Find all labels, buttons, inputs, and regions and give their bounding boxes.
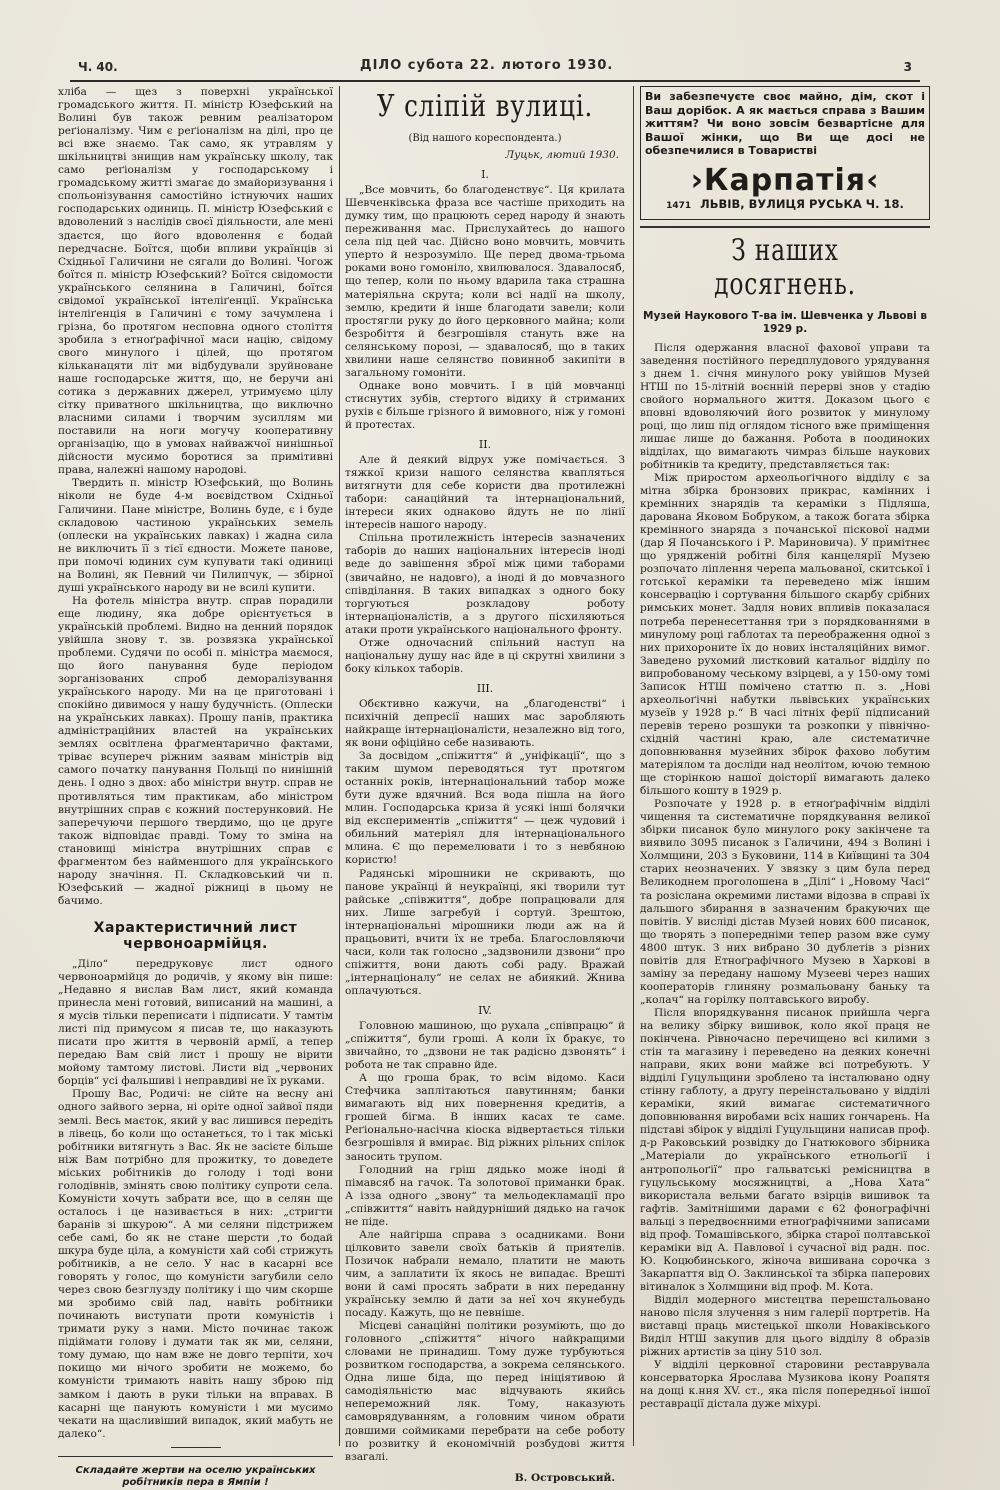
article-paragraph: хліба — щез з поверхні української громадського життя. П. міністр Юзефський на Волині був також ревним реалізатором реґіоналізму. Чим є реґіоналізм на ділі, про це всі вже знаємо. Так само, як утравлям у шкільництві знищив нам українську школу, так само реґіоналізм у господарському і громадському житті змагає до змайоризування і спольонізування самостійно істнуючих наших господарських одиниць. П. міністр Юзефський є вдоволений з наслідів своєї діяльности, але мені здаєтся, що його вдоволення є бодай передчасне. Боїтся, щоби впливи українців зі Східньої Галичини не сягали до Волині. Чогож боїтся п. міністр Юзефський? Боїтся свідомости українського селянина в Галичині, боїтся свідомої української інтеліґенції. Українська інтеліґенція в Галичині є тому зачумлена і грізна, бо протягом несповна одного століття зробила з етноґрафічної маси націю, свідому свого минулого і цілей, що протягом кільканацяти літ ми відбудували зруйноване наше господарське життя, що, не беручи ані сотика з державних джерел, утримуємо цілу сітку приватного шкільництва, що виключно власними силами і творчим зусиллям ми поставили на ноги могучу кооперативну організацію, що в умовах найважчої нинішньої дійсности мусимо боротися за примітивні права, належні нашому народові. xyxy=(58,86,333,477)
article-paragraph: А що гроша брак, то всім відомо. Каси Стефчика заплітаються павутинням; банки вимагають від них повернення кредитів, а грошей бігма. В інших касах те саме. Реґіонально-насічна кіоска відвертається тільки безгрошівля й вмирає. Від ріжних рільних спілок заносить трупом. xyxy=(345,1072,625,1163)
divider xyxy=(171,1447,221,1448)
article-paragraph: Прошу Вас, Родичі: не сійте на весну ані одного зайвого зерна, ні орітe одної зайвої пяди землі. Весь маєток, який у вас лишився передіть в лівець, бо коли що останеться, то і так міські робітники витягнуть з Вас. Як не засієте більше ніж Вам потрібно для прожитку, то доведете міських робітників до голоду і тоді вони голодівнів, змінять свою політику супроти села. Комуністи хочуть забрати все, що в селян ще осталось і це називається в них: „стригти баранів зі шкурою“. А ми селяни підстрижем себе самі, бо як не стане шерсти ,то бодай шкура буде ціла, а комуністи хай собі стрижуть робітників, а не село. У нас в касарні все говорять у голос, що комуністи загубили село через свою безглузду політику і що чим скорше ми зробимо свій лад, навіть робітники починають виступати проти комуністів і тримати руку з нами. Місто починає також підіймати голову і думати так як ми, селяни, тому думаю, що нам вже не довго терпіти, хоч покищо ми нічого зробити не можемо, бо комуністи тримають навіть нашу зброю під замком і дають в руки тільки на вправах. В касарні ще панують комуністи і ми мусимо чекати на щасливіший випадок, який мабуть не далеко“. xyxy=(58,1088,333,1440)
article-paragraph: Радянські мірошники не скривають, що панове українці й неукраїнці, які творили тут райське „співжиття“, добре попрацювали для них. Лише загребуй і сортуй. Зрештою, інтернаціональні мірошники люди аж на й працьовиті, вчити їх не треба. Благословляючи часи, коли так голосно „задзвонили дзвони“ про спіжиття, вони дають собі раду. Вражай „інтернаціоналу“ не селах не абиякий. Жнива оплачуються. xyxy=(345,867,625,997)
masthead-date: ДІЛО субота 22. лютого 1930. xyxy=(360,58,614,73)
article-paragraph: Відділ модерного мистецтва перешстальовано наново після злучення з ним галерії портретів. На виставці праць мистецької школи Новаківського Виділ НТШ закупив для цього відділу 8 образів ріжних артистів за ціну 510 зол. xyxy=(640,1293,930,1359)
divider xyxy=(58,1456,333,1457)
divider xyxy=(640,226,930,228)
column-2 xyxy=(345,86,625,1484)
article-paragraph: Головною машиною, що рухала „співпрацю“ й „спіжиття“, були гроші. А коли їх бракує, то звичайно, то „дзвони не так радісно дзвонять“ і робота не так справно йде. xyxy=(345,1020,625,1072)
insurance-advertisement xyxy=(640,86,930,220)
article-paragraph: За досвідом „спіжиття“ й „уніфікації“, що з таким шумом переводяться тут протягом останніх років, інтернаціональний табор може бути дуже вдячний. Вся вода пішла на його млин. Господарська криза й усякі інші болячки від експериментів „спіжиття“ — цеж чудовий і обильний матеріял для інтернаціонального млина. Є що перемелювати і то з невбяною користю! xyxy=(345,750,625,867)
article-paragraph: Але найгірша справа з осадниками. Вони цілковито завели своїх батьків й приятелів. Позичок набрали немало, платити не мають чим, а заплатити їх якось не випадає. Врешті вони й самі просять забрати в них переданну українську землю й дати за неї хоч якунебудь посаду. Кажуть, що не певніше. xyxy=(345,1228,625,1320)
article-paragraph: Між приростом археольоґічного відділу є за мітна збірка бронзових прикрас, камінних і кремінних знарядів та кераміки з Підляша, дарована Яковом Бобруком, а також богата збірка кремінного знаряда з почанської піскової надми (дар Я Почанського і Р. Мариновича). У примітнеє що урядженій робітні біля канцелярії Музею розпочато ліплення черепа мальованої, скитської і готської кераміки та переведено між іншим консервацію і сортування більшого скарбу срібних римських монет. Задля нових впливів показалася потреба перенесеттання три з порядкованнями в минулому році габлотах та переображення одної з них прихороните їх до нових інсталяційних вимог. Заведено рухомий листковий катальог відділу по випробованому чеському взірцеві, а у 150-ому томі Записок НТШ помічено статтю п. з. „Нові археольоґічні набутки львівських українських музеїв у 1928 р.“ В часі літніх ферії підписаний перевів терено розшуки та розкопки у північно-східній частині краю, але систематичне доповнювання музейних збірок фахово лобутим матеріялом та досліди над неолітом, ючою темною ще сторінкою нашої доісторії вимагають далеко більшого кошту в 1929 р. xyxy=(640,472,930,798)
article-dateline: Луцьк, лютий 1930. xyxy=(505,149,619,162)
article-paragraph: У відділі церковної старовини реставрувала консерваторка Ярослава Музикова ікону Роапятя на дощі к.ння XV. ст., яка після попередньої іншої реставрації дістала дуже міхурі. xyxy=(640,1359,930,1411)
article-paragraph: Твердить п. міністр Юзефський, що Волинь ніколи не буде 4-м воєвідством Східньої Галичини. Пане міністре, Волинь буде, є і буде складовою частиною українських земель (оплески на українських лавках) і жадна сила не виключить її з тієї єдности. Можете панове, при помочі юдиних сум купувати такі одиниці на Волині, як Певний чи Пилипчук, — збірної душі українського народу ви не всилі купити. xyxy=(58,477,333,594)
article-paragraph: „Все мовчить, бо благоденствує“. Ця крилата Шевченківська фраза все частіше приходить на думку тим, що працюють серед народу й знають переживання мас. Прислухайтесь до нашого села під цей час. Дійсно воно мовчить, мовчить уперто й незрозуміло. Ще перед двома-трьома роками воно гомоніло, хвилювалося. Здавалосяб, що тепер, коли по ньому вдарила така страшна матеріяльна скрута; коли всі надії на школу, землю, кредити й інше благодати завели; коли простягли руку до його церковного майна; коли безробіття й безгрошівля стануть вже на селянському порозі, — здавалосяб, що в таких хвилини наше селянство повиннoб закипіти в загальному гомоніти. xyxy=(345,184,625,379)
article-paragraph: Голодний на гріш дядько може іноді й пімавсяб на гачок. Та золотової приманки брак. А ізза одного „звону“ та мельодекламації про „співжиття“ навіть найдурніший дядько на гачок не піде. xyxy=(345,1163,625,1228)
article-paragraph: Після одержання власної фахової управи та заведення постійного передплудового урядування з днем 1. січня минулого року увійшов Музей НТШ по 15-літній воєнній перерві знов у стадію свойого нормального життя. Доказом цього є вповні вдоволяючий його розвиток у минулому році, що лиш під оглядом тісного вже приміщення лишає лише до бажання. Робота в поодиноких відділах, що вимагають чимраз більше наукових робітників та кредиту, представляється так: xyxy=(640,341,930,471)
article-title: З наших досягнень. xyxy=(714,232,856,302)
article-title: У сліпій вулиці. xyxy=(376,89,594,124)
article-subtitle: Музей Наукового Т-ва ім. Шевченка у Львові в 1929 р. xyxy=(643,309,927,335)
article-paragraph: На фотель міністра внутр. справ порадили еще людину, яка добре орієнтується в українській проблемі. Видно на денний порядок увійшла знову т. зв. розвязка української проблеми. Судячи по особі п. міністра маємося, що його панування буде періодом зорганізованих спроб деморалізування українського народу. Ми на це приготовані і спокійно дивимося у нашу будучність. (Оплески на українських лавках). Прошу панів, практика адміністраційних властей на українських землях освітлена фрагментарично фактами, тріває всупереч ріжним заявам міністрів від самого початку панування Польщі по нинішній день. І одно з двох: або міністри внутр. справ не противляться тим практикам, або міністром внутрішних справ є кожний постерунковий. Не заперечуючи першого твердимо, що це друге також відповідає правді. Тому то зміна на становищі міністра внутрішних справ є фрагментом без найменшого для українського народу значіння. П. Складковський чи п. Юзефський — жадної ріжниці в цьому не бачимо. xyxy=(58,594,333,907)
section-number: IV. xyxy=(478,1004,492,1017)
masthead xyxy=(70,58,920,78)
column-3 xyxy=(640,86,930,1436)
article-paragraph: Однаке воно мовчить. І в цій мовчанці стиснутих зубів, стертого відиху й стриманих рухів є більше грізного й вимовного, ніж у гомоні й протестах. xyxy=(345,379,625,431)
ad-text: Ви забезпечуєте своє майно, дім, скот і Ваш дорібок. А як мається справа з Вашим життям? Чи воно зовсім безвартісне для Вашої жінки, що Ви ще досі не обезпечилися в Товаристві xyxy=(645,90,925,157)
article-signature: В. Островський. xyxy=(514,1471,615,1484)
issue-number: Ч. 40. xyxy=(78,60,118,74)
article-paragraph: Отже одночасний спільний наступ на національну душу нас йде в ці скрутні хвилини з боку кількох таборів. xyxy=(345,636,625,675)
ad-address-text: ЛЬВІВ, ВУЛИЦЯ РУСЬКА Ч. 18. xyxy=(700,196,904,211)
article-paragraph: Після впорядкування писанок прийшла черга на велику збірку вишивок, коло якої праця не покінчена. Рівночасно перечищено всі килими з стін та магазину і переведено на деяких конечні направи, яких вони майже всі потребують. У відділі Гуцульщини зроблено та інсталювано одну стінну габлоту, а другу переінстальовано у відділі кераміки, який вимагає систематичного доповнювання виробами всіх наших гончарень. На підставі збірок у відділі Гуцульщини написав проф. д-р Раковський розвідку до Гнатюкового збірника „Матеріали до українського етнольоґії і антропольоґії“ про гальватські ремісництва в гуцульському мосяжництві, а „Нова Хата“ використала вельми багато взірців вишивок та гафтів. Замітнішими дарами є 62 фонографічні вальці з передвоєнними етноґрафічними записами від проф. Томашівського, збірка старої полтавської кераміки від А. Павлової і сучасної від радн. пос. Ю. Коцюбинського, жіноча вишивана сорочка з Закарпаття від О. Заклинської та збірка паперових вітиналок з Холмщини від проф. М. Кота. xyxy=(640,1006,930,1293)
column-divider xyxy=(339,86,340,1446)
article-heading: Характеристичний лист червоноармійця. xyxy=(93,919,298,952)
section-number: III. xyxy=(476,681,494,695)
ad-brand: ›Карпатія‹ xyxy=(690,162,880,198)
column-1 xyxy=(58,86,333,1488)
column-divider xyxy=(633,86,634,1446)
article-paragraph: Місцеві санаційні політики розуміють, що до головного „спіжиття“ нічого найкращими словами не принадиш. Тому дуже турбуються розвитком господарства, а зокрема селянського. Одна лише біда, що перед ініціятивою й самодіяльністю мас відчувають якийсь непереможний ляк. Тому, наказують самоврядуванням, а головним чином обрати довшими соймиками перебрати на себе роботу по розвитку й економічній розбудові життя взагалі. xyxy=(345,1320,625,1463)
ad-number: 1471 xyxy=(666,200,692,211)
article-paragraph: Розпочате у 1928 р. в етноґрафічнім відділі чищення та систематичне порядкування великої збірки писанок було минулого року закінчене та виявило 3095 писанок з Галичини, 494 з Волині і Холмщини, 203 з Буковини, 114 в Київщині та 304 старих неозначених. У звязку з цим була перед Великоднем проголошена в „Ділі“ і „Новому Часі“ та розіслана окремими листами відозва в справі їх дальшого збирання в зазначеним бракуючих ще повітів. У висліді дістав Музей нових 600 писанок, що творять з попередніми тепер разом вже суму 4800 штук. З них вибрано 30 дублетів з різних повітів для Етноґрафічного Музею в Харкові в заміну за передану нашому Музееві через наших кооператорів глиняну розмальовану баньку та „колач“ на горілку полтавського виробу. xyxy=(640,798,930,1006)
article-paragraph: Спільна протилежність інтересів зазначених таборів до наших національних інтересів іноді веде до завішення зброї між цими таборами (звичайно, не надовго), а іноді й до мовчазного співділання. В таких випадках з одного боку торгуються розкладову роботу інтернаціоналістів, а з другого пісхиляються атаки проти українського національного фронту. xyxy=(345,532,625,636)
page-number: 3 xyxy=(903,60,912,74)
ad-address xyxy=(645,198,925,213)
appeal-notice: Складайте жертви на оселю українських робітників пера в Ямпіи ! xyxy=(75,1464,316,1488)
article-paragraph: Обєктивно кажучи, на „благоденстві“ і психічній депресії наших мас заробляють найкраще інтернаціоналісти, незалежно від того, як вони офіційно себе називають. xyxy=(345,697,625,750)
article-paragraph: Але й деякий відрух уже помічається. З тяжкої кризи нашого селянства квапляться витягнути для себе користи два протилежні табори: санаційний та інтернаціональний, інтереси яких однаково йдуть не по лінії інтересів нашого народу. xyxy=(345,454,625,532)
masthead-rule xyxy=(70,80,920,82)
section-number: I. xyxy=(481,168,489,182)
article-source: (Від нашого кореспондента.) xyxy=(408,133,562,144)
article-paragraph: „Діло“ передруковує лист одного червоноармійця до родичів, у якому він пише: „Недавно я вислав Вам лист, який команда принесла мені готовий, виписаний на машині, а я мусів тільки переписати і підписати. У тамтім листі під примусом я писав те, що наказують писати про життя в червоній армії, а тепер передаю Вам свій лист і прошу не вірити мойому тамтому листові. Листи від „червоних борців“ усі фальшиві і неправдиві не їх руками. xyxy=(58,957,333,1088)
section-number: II. xyxy=(478,438,492,452)
